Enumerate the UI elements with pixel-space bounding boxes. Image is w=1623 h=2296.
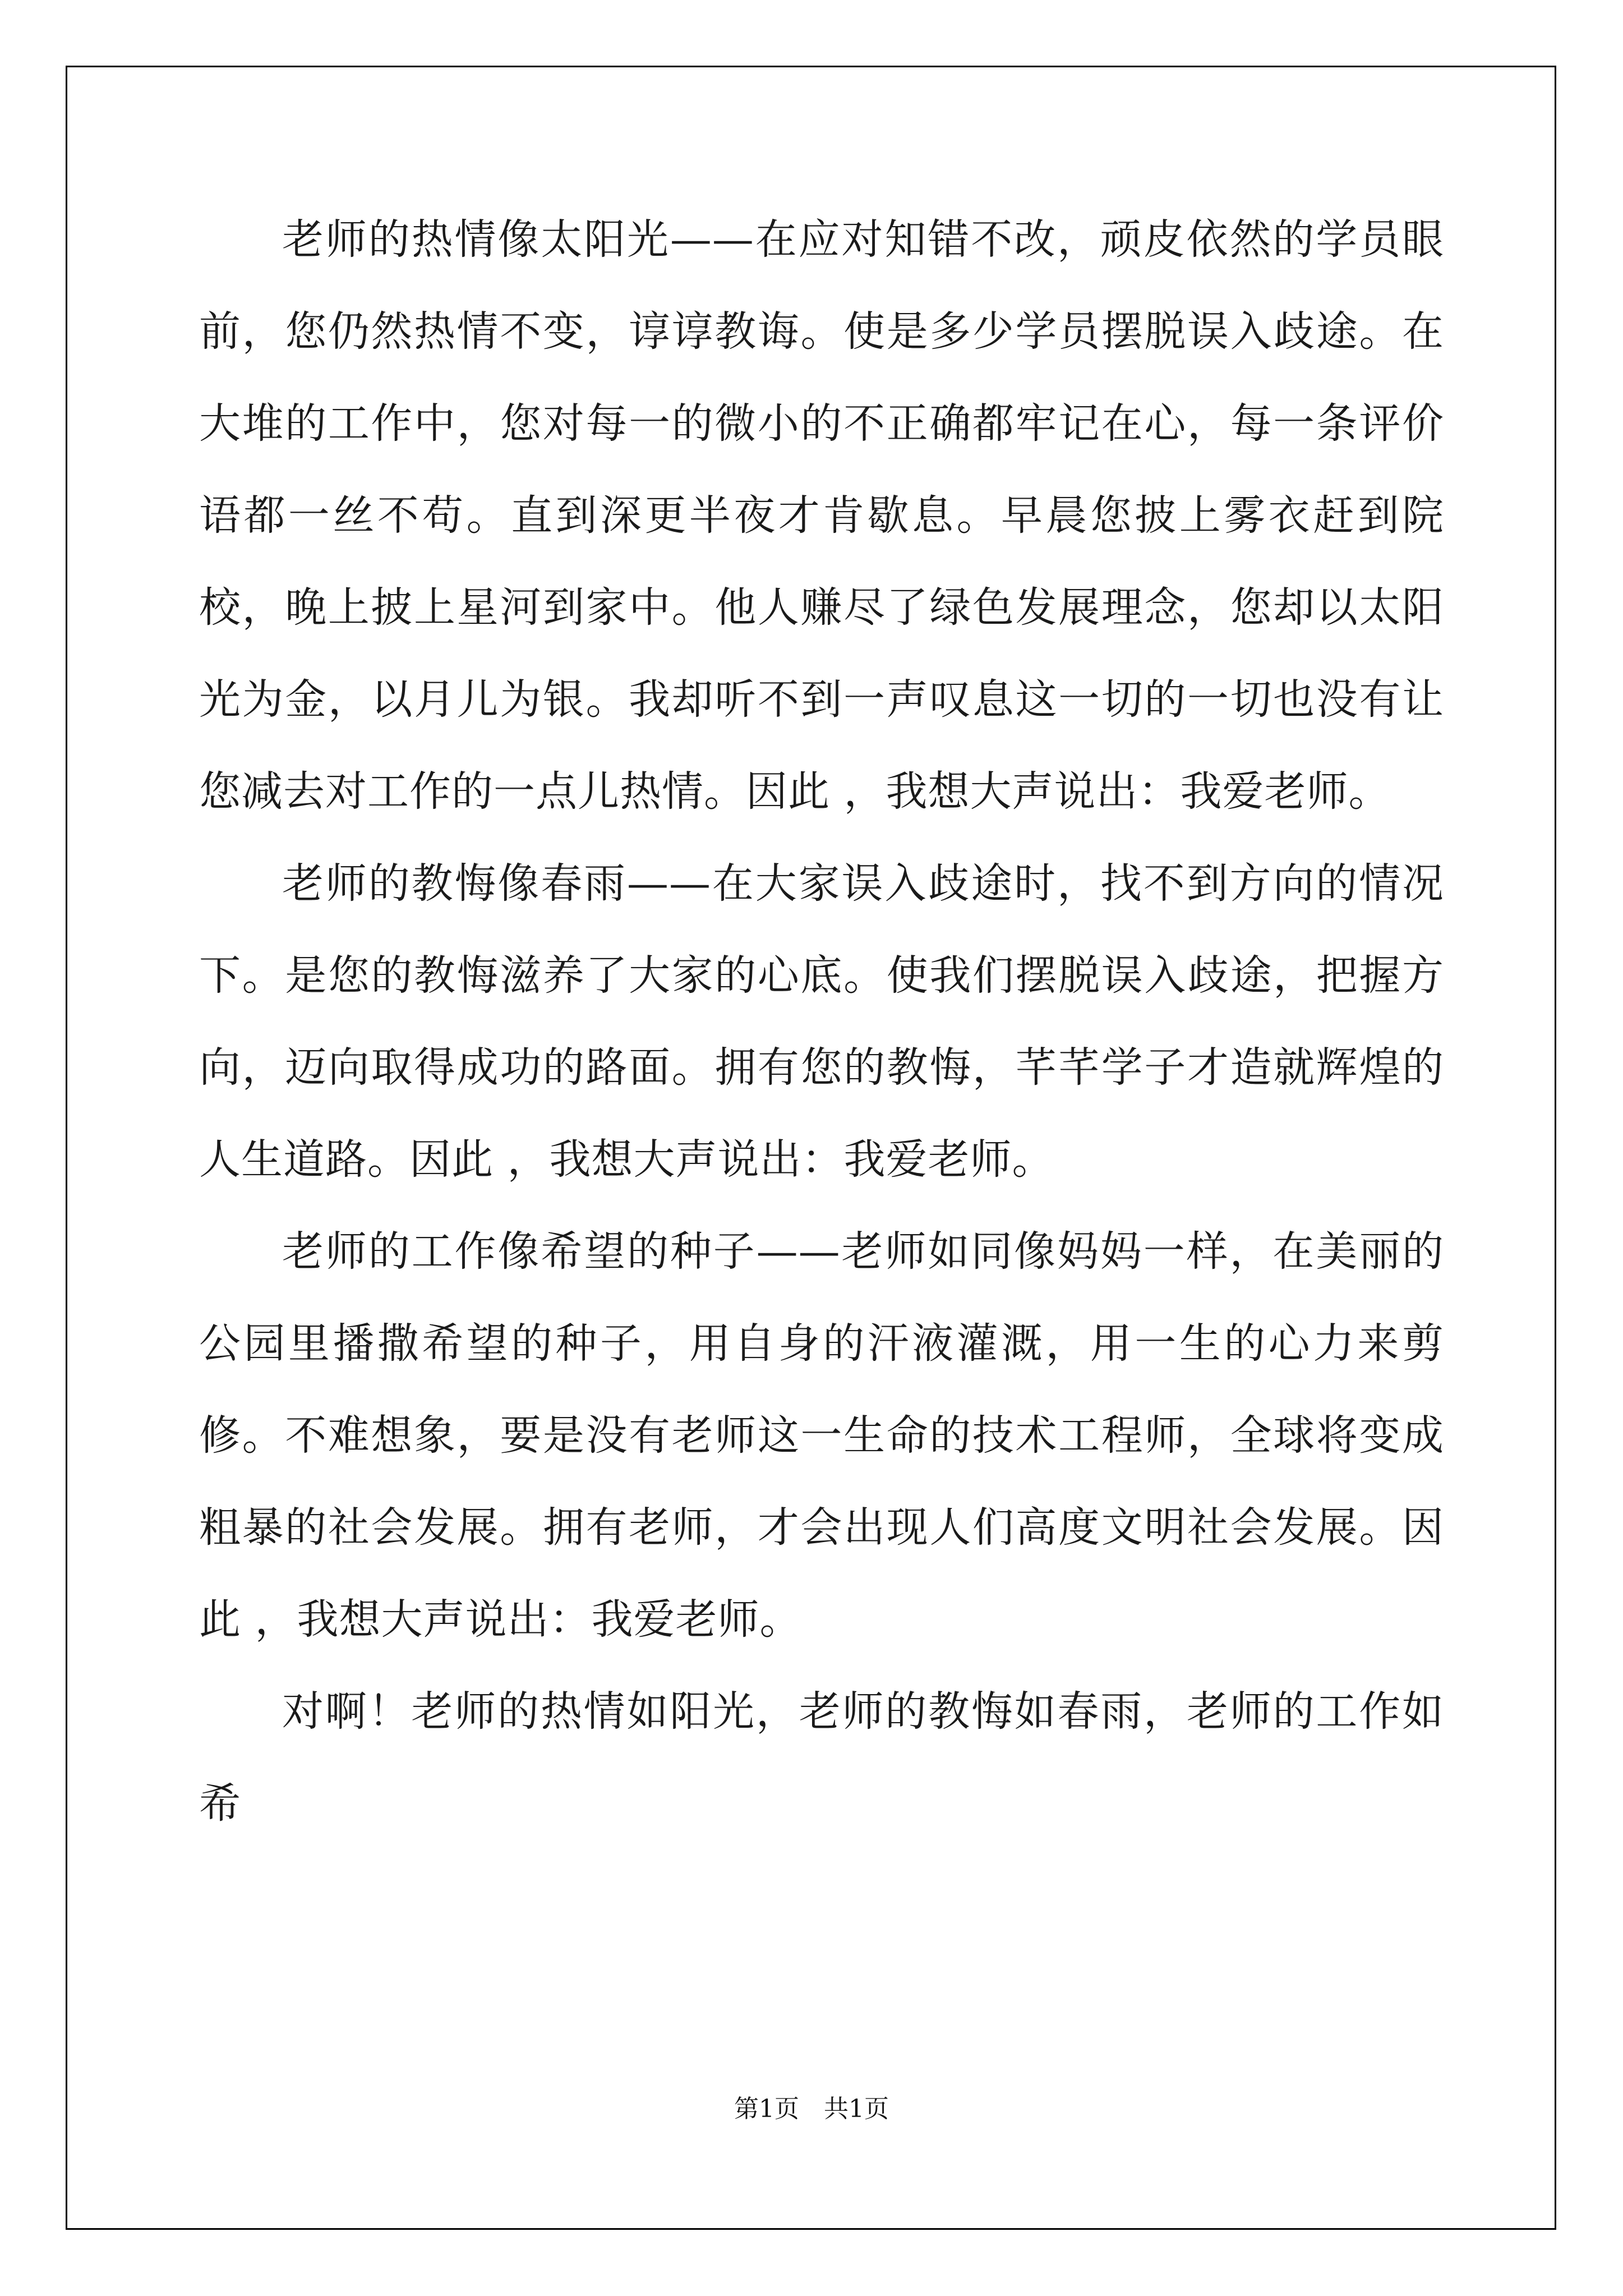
paragraph-3: 老师的工作像希望的种子——老师如同像妈妈一样，在美丽的公园里播撒希望的种子，用自身的汗液灌溉，用一生的心力来剪修。不难想象，要是没有老师这一生命的技术工程师，全球将变成粗暴的社会发展。拥有老师，才会出现人们高度文明社会发展。因此 ，我想大声说出：我爱老师。	[199, 1227, 1444, 1644]
paragraph-4: 对啊！老师的热情如阳光，老师的教悔如春雨，老师的工作如希	[199, 1687, 1444, 1828]
page-number: 第1页	[734, 2095, 799, 2123]
page-total: 共1页	[824, 2095, 889, 2123]
paragraph-2: 老师的教悔像春雨——在大家误入歧途时，找不到方向的情况下。是您的教悔滋养了大家的心底。使我们摆脱误入歧途，把握方向，迈向取得成功的路面。拥有您的教悔，芊芊学子才造就辉煌的人生道路。因此 ，我想大声说出：我爱老师。	[199, 859, 1444, 1184]
paragraph-1: 老师的热情像太阳光——在应对知错不改，顽皮依然的学员眼前，您仍然热情不变，谆谆教诲。使是多少学员摆脱误入歧途。在大堆的工作中，您对每一的微小的不正确都牢记在心，每一条评价语都一丝不苟。直到深更半夜才肯歇息。早晨您披上雾衣赶到院校，晚上披上星河到家中。他人赚尽了绿色发展理念，您却以太阳光为金，以月儿为银。我却听不到一声叹息这一切的一切也没有让您减去对工作的一点儿热情。因此 ，我想大声说出：我爱老师。	[199, 215, 1444, 816]
document-body	[199, 194, 1444, 1849]
page-footer	[0, 2092, 1623, 2126]
